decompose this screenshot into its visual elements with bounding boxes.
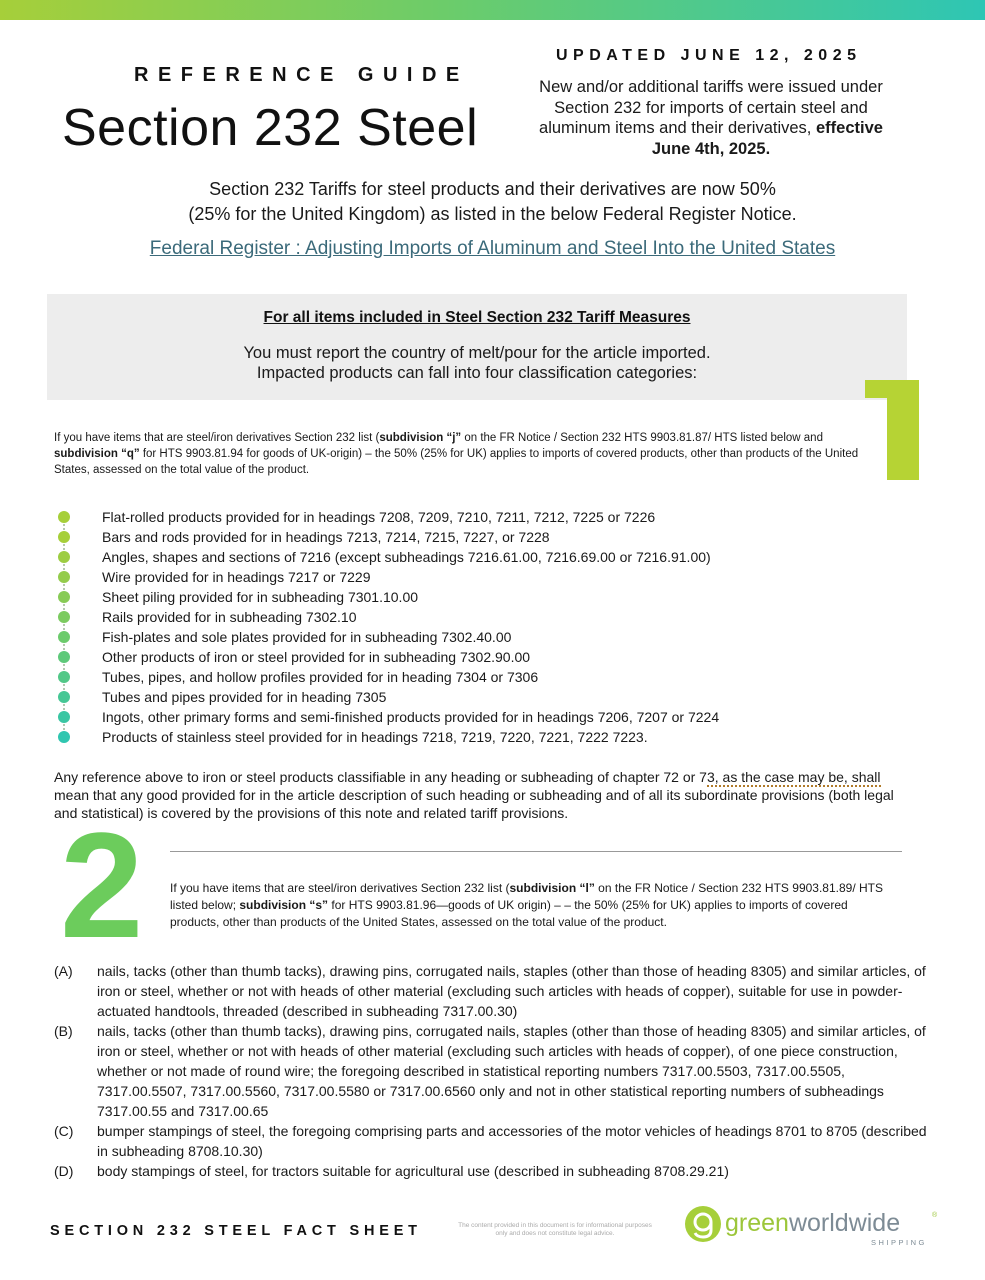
list-item (58, 507, 928, 527)
list-item-text: Products of stainless steel provided for in headings 7218, 7219, 7220, 7221, 7222 7223. (102, 729, 648, 745)
derivative-item-label: (A) (54, 963, 73, 979)
section-1-number (865, 380, 919, 480)
bullet-dot-icon (58, 711, 70, 723)
reference-guide-label: REFERENCE GUIDE (134, 64, 469, 86)
list-item (58, 627, 928, 647)
subdivision-l: subdivision “l” (509, 881, 595, 895)
intro-line-1: Section 232 Tariffs for steel products and their derivatives are now 50% (209, 179, 776, 199)
list-item (58, 547, 928, 567)
paragraph-part-a: Any reference above to iron or steel products classifiable in any heading or subheading of chapter 72 or 7 (54, 769, 707, 785)
derivative-item-text: body stampings of steel, for tractors suitable for agricultural use (described in subheading 8708.29.21) (97, 1163, 729, 1179)
chapter-reference-paragraph (54, 768, 914, 822)
list-item (58, 727, 928, 747)
list-item-text: Other products of iron or steel provided for in subheading 7302.90.00 (102, 649, 531, 665)
derivative-item-text: bumper stampings of steel, the foregoing comprising parts and accessories of the motor vehicles of headings 8701 to 8705 (described in subheading 8708.10.30) (97, 1123, 927, 1159)
paragraph-part-c: mean that any good provided for in the article description of such heading or subheading and of all its subordinate provisions (both legal and statistical) is covered by the provisions of this note and related tariff provisions. (54, 787, 894, 821)
list-item-text: Wire provided for in headings 7217 or 7229 (102, 569, 371, 585)
intro-text (60, 177, 925, 227)
bullet-dot-icon (58, 571, 70, 583)
bullet-dot-icon (58, 651, 70, 663)
bullet-dot-icon (58, 731, 70, 743)
footer-title: SECTION 232 STEEL FACT SHEET (50, 1223, 422, 1239)
derivative-item (54, 961, 934, 1021)
greenworldwide-logo (685, 1206, 945, 1250)
list-item (58, 587, 928, 607)
section-1-intro-b: on the FR Notice / Section 232 HTS 9903.81.87/ HTS listed below and (461, 432, 823, 444)
section-2-intro (170, 880, 900, 931)
list-item-text: Flat-rolled products provided for in headings 7208, 7209, 7210, 7211, 7212, 7225 or 7226 (102, 509, 656, 525)
measures-heading: For all items included in Steel Section 232 Tariff Measures (263, 309, 691, 326)
subdivision-j: subdivision “j” (379, 432, 462, 444)
list-item-text: Rails provided for in subheading 7302.10 (102, 609, 357, 625)
derivative-item (54, 1121, 934, 1161)
subdivision-s: subdivision “s” (239, 898, 329, 912)
section-2-intro-a: If you have items that are steel/iron derivatives Section 232 list ( (170, 881, 510, 895)
measures-text (47, 343, 907, 383)
list-item-text: Ingots, other primary forms and semi-finished products provided for in headings 7206, 7207 or 7224 (102, 709, 720, 725)
effective-date: effective June 4th, 2025. (651, 119, 883, 158)
list-item (58, 667, 928, 687)
measures-line-2: Impacted products can fall into four classification categories: (256, 364, 698, 382)
section-2-intro-b: on the FR Notice / Section 232 HTS 9903.81.89/ HTS listed below; (170, 881, 883, 912)
steel-products-list (58, 507, 928, 747)
registered-mark: ® (932, 1212, 938, 1219)
derivative-item-label: (D) (54, 1163, 74, 1179)
derivative-item-text: nails, tacks (other than thumb tacks), drawing pins, corrugated nails, staples (other than those of heading 8305) and similar articles, of iron or steel, whether or not with heads of other material (excluding such articles with heads of copper), of one piece construction, whether or not made of round wire; the foregoing described in statistical reporting numbers 7317.00.5503, 7317.00.5505, 7317.00.5507, 7317.00.5560, 7317.00.5580 or 7317.00.6560 only and not in other statistical reporting numbers of subheadings 7317.00.55 and 7317.00.65 (97, 1023, 926, 1119)
list-item-text: Tubes, pipes, and hollow profiles provided for in heading 7304 or 7306 (102, 669, 539, 685)
logo-word-worldwide: worldwide (788, 1209, 901, 1237)
section-2-intro-c: for HTS 9903.81.96—goods of UK origin) – – the 50% (25% for UK) applies to imports of covered products, other than products of the United States, assessed on the total value of the product. (170, 898, 848, 929)
measures-line-1: You must report the country of melt/pour for the article imported. (243, 344, 711, 362)
page-title: Section 232 Steel (62, 99, 479, 157)
derivative-item-text: nails, tacks (other than thumb tacks), drawing pins, corrugated nails, staples (other than those of heading 8305) and similar articles, of iron or steel, whether or not with heads of other material (excluding such articles with heads of copper), suitable for use in powder-actuated handtools, threaded (described in subheading 7317.00.30) (97, 963, 926, 1019)
derivative-item-label: (C) (54, 1123, 74, 1139)
logo-subtitle: SHIPPING (871, 1238, 927, 1247)
list-item (58, 647, 928, 667)
bullet-dot-icon (58, 531, 70, 543)
derivative-item-label: (B) (54, 1023, 73, 1039)
bullet-dot-icon (58, 631, 70, 643)
intro-line-2: (25% for the United Kingdom) as listed in the below Federal Register Notice. (188, 204, 797, 224)
bullet-dot-icon (58, 611, 70, 623)
update-note-text: New and/or additional tariffs were issued under Section 232 for imports of certain steel and aluminum items and their derivatives, (539, 78, 883, 137)
section-1-intro-c: for HTS 9903.81.94 for goods of UK-origin) – the 50% (25% for UK) applies to imports of covered products, other than products of the United States, assessed on the total value of the product. (54, 448, 859, 476)
subdivision-q: subdivision “q” (54, 448, 140, 460)
update-note (528, 77, 894, 159)
spellcheck-squiggle: 3, as the case may be, shall (706, 769, 881, 785)
list-item-text: Bars and rods provided for in headings 7213, 7214, 7215, 7227, or 7228 (102, 529, 550, 545)
number-one-stem (887, 380, 919, 480)
list-item (58, 567, 928, 587)
section-1-intro (54, 430, 869, 478)
list-item-text: Angles, shapes and sections of 7216 (except subheadings 7216.61.00, 7216.69.00 or 7216.91.00) (102, 549, 711, 565)
bullet-dot-icon (58, 551, 70, 563)
section-1-intro-a: If you have items that are steel/iron derivatives Section 232 list ( (54, 432, 380, 444)
list-item-text: Tubes and pipes provided for in heading 7305 (102, 689, 387, 705)
logo-word-green: green (725, 1209, 789, 1237)
federal-register-link[interactable]: Federal Register : Adjusting Imports of Aluminum and Steel Into the United States (149, 238, 836, 259)
derivatives-list (54, 961, 934, 1181)
bullet-dot-icon (58, 671, 70, 683)
legal-disclaimer: The content provided in this document is for informational purposes only and does not constitute legal advice. (458, 1222, 652, 1237)
bullet-dot-icon (58, 691, 70, 703)
list-item (58, 707, 928, 727)
list-item (58, 607, 928, 627)
bullet-dot-icon (58, 511, 70, 523)
logo-wordmark (725, 1209, 900, 1238)
section-2-divider (170, 851, 902, 852)
derivative-item (54, 1161, 934, 1181)
list-item (58, 687, 928, 707)
logo-mark-icon (685, 1206, 721, 1242)
updated-date: UPDATED JUNE 12, 2025 (556, 47, 862, 64)
top-gradient-bar (0, 0, 985, 20)
list-item-text: Fish-plates and sole plates provided for in subheading 7302.40.00 (102, 629, 512, 645)
list-item (58, 527, 928, 547)
derivative-item (54, 1021, 934, 1121)
bullet-dot-icon (58, 591, 70, 603)
list-item-text: Sheet piling provided for in subheading 7301.10.00 (102, 589, 419, 605)
section-2-number: 2 (60, 801, 144, 969)
measures-box (47, 294, 907, 400)
